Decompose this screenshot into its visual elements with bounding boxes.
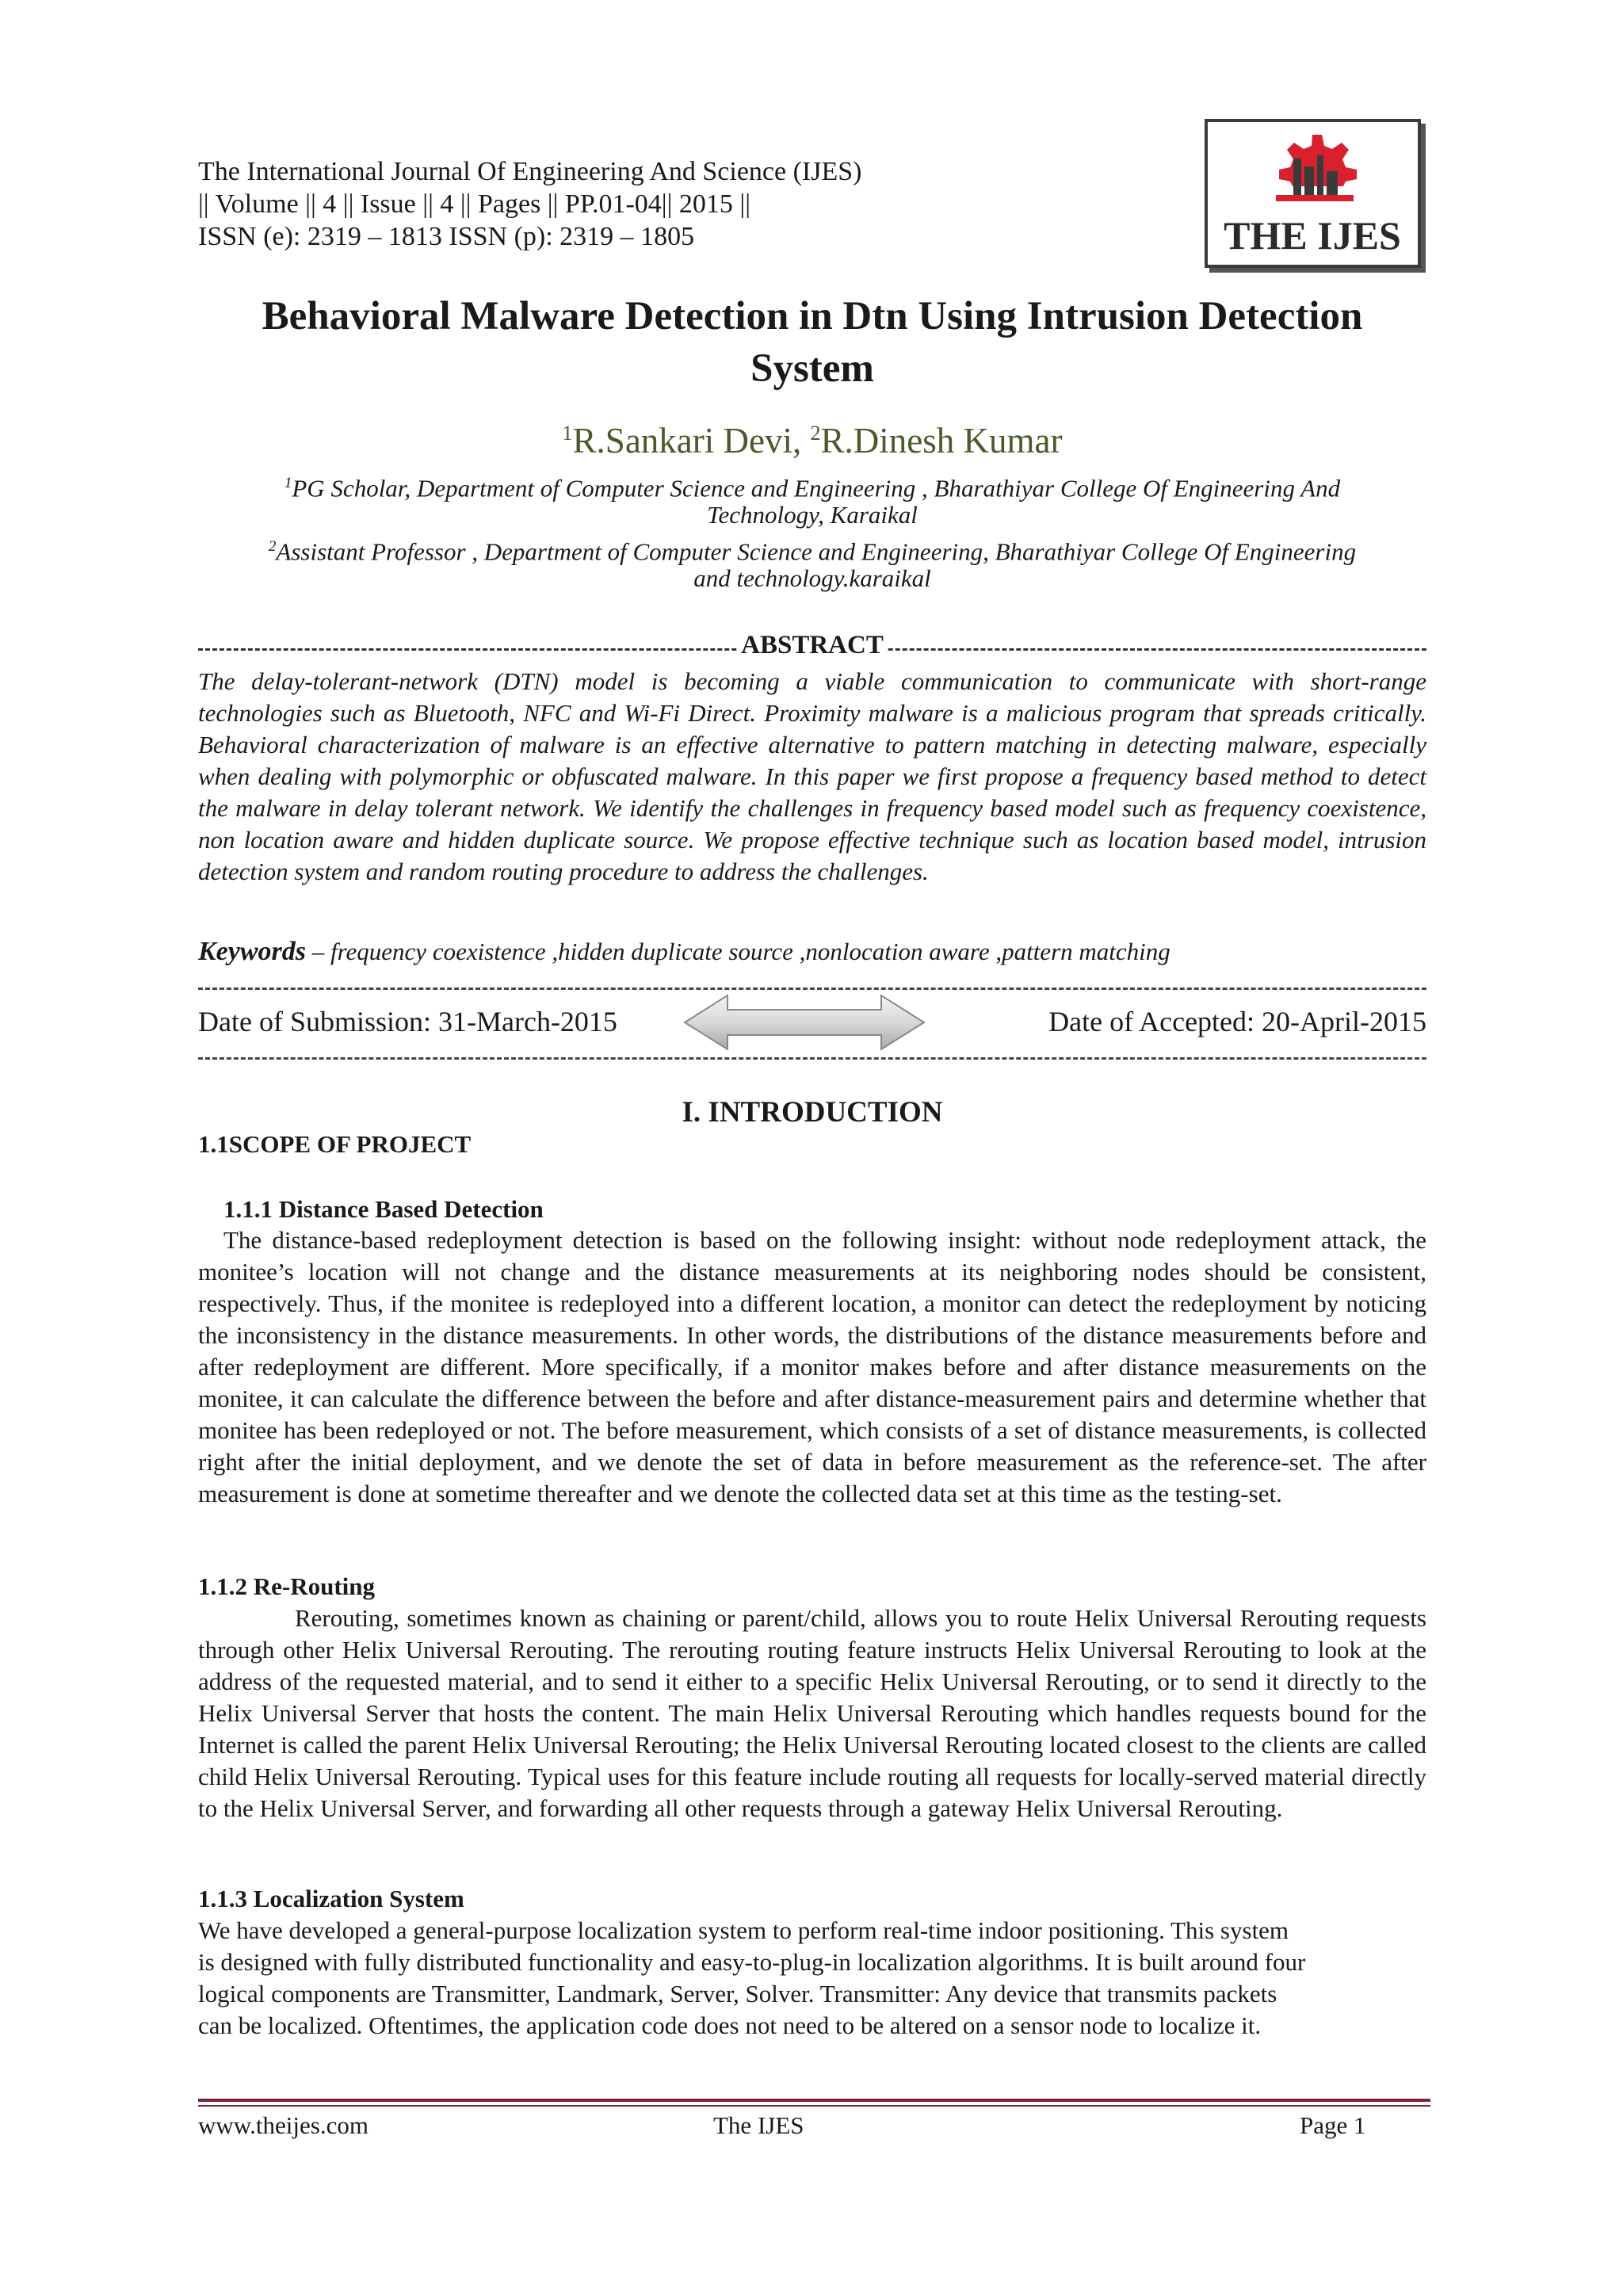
abstract-heading (198, 631, 1426, 660)
footer-rule-thin (198, 2105, 1430, 2107)
paper-title: Behavioral Malware Detection in Dtn Using Intrusion Detection System (262, 294, 1363, 391)
section-1-1-3-line3: logical components are Transmitter, Landmark, Server, Solver. Transmitter: Any device that transmits packets (198, 1980, 1277, 2008)
section-1-1-2-text: Rerouting, sometimes known as chaining or parent/child, allows you to route Helix Universal Rerouting requests through other Helix Universal Rerouting. The rerouting routing feature instructs Helix Universal Rerouting to look at the address of the requested material, and to send it either to a specific Helix Universal Rerouting, or to send it directly to the Helix Universal Server that hosts the content. The main Helix Universal Rerouting which handles requests bound for the Internet is called the parent Helix Universal Rerouting; the Helix Universal Rerouting located closest to the clients are called child Helix Universal Rerouting. Typical uses for this feature include routing all requests for locally-served material directly to the Helix Universal Server, and forwarding all other requests through a gateway Helix Universal Rerouting. (198, 1604, 1426, 1822)
section-1-1-2-heading: 1.1.2 Re-Routing (198, 1572, 376, 1600)
scope-heading: 1.1SCOPE OF PROJECT (198, 1130, 472, 1158)
journal-name: The International Journal Of Engineering And Science (IJES) (198, 157, 862, 186)
author1-name: R.Sankari Devi, (572, 421, 811, 460)
abstract-label: ABSTRACT (738, 631, 887, 659)
affiliation-2-line2: and technology.karaikal (693, 564, 931, 592)
section-1-1-3-line2: is designed with fully distributed functionality and easy-to-plug-in localization algorithms. It is built around four (198, 1948, 1306, 1976)
keywords-label: Keywords (198, 937, 306, 966)
footer-rule (198, 2099, 1430, 2102)
aff2-sup: 2 (268, 538, 277, 555)
footer-website: www.theijes.com (198, 2111, 369, 2139)
journal-volume: || Volume || 4 || Issue || 4 || Pages || PP.01-04|| 2015 || (198, 189, 751, 219)
author2-name: R.Dinesh Kumar (820, 421, 1063, 460)
footer-page-number: Page 1 (1300, 2111, 1366, 2139)
footer-journal: The IJES (713, 2111, 804, 2139)
double-arrow-icon (682, 991, 927, 1054)
affiliation-1-line2: Technology, Karaikal (707, 501, 918, 529)
keywords (198, 937, 1426, 967)
section-1-1-3-line1: We have developed a general-purpose localization system to perform real-time indoor positioning. This system (198, 1916, 1289, 1944)
author2-sup: 2 (810, 422, 821, 445)
dates-rule-bottom (198, 1057, 1426, 1060)
abstract-text: The delay-tolerant-network (DTN) model is becoming a viable communication to communicate with short-range technologies such as Bluetooth, NFC and Wi-Fi Direct. Proximity malware is a malicious program that spreads critically. Behavioral characterization of malware is an effective alternative to pattern matching in detecting malware, especially when dealing with polymorphic or obfuscated malware. In this paper we first propose a frequency based method to detect the malware in delay tolerant network. We identify the challenges in frequency based model such as frequency coexistence, non location aware and hidden duplicate source. We propose effective technique such as location based model, intrusion detection system and random routing procedure to address the challenges. (198, 667, 1426, 885)
section-1-1-3-heading: 1.1.3 Localization System (198, 1885, 464, 1912)
aff1-text: PG Scholar, Department of Computer Science and Engineering , Bharathiyar College Of Engineering And (292, 474, 1341, 502)
journal-issn: ISSN (e): 2319 – 1813 ISSN (p): 2319 – 1805 (198, 222, 695, 251)
introduction-heading: I. INTRODUCTION (682, 1096, 943, 1129)
dates-rule-top (198, 988, 1426, 990)
submission-date: Date of Submission: 31-March-2015 (198, 1006, 617, 1037)
author1-sup: 1 (562, 422, 573, 445)
ijes-logo (1205, 119, 1421, 268)
section-1-1-1-heading: 1.1.1 Distance Based Detection (223, 1195, 544, 1223)
keywords-text: – frequency coexistence ,hidden duplicate source ,nonlocation aware ,pattern matching (306, 938, 1170, 965)
section-1-1-3-line4: can be localized. Oftentimes, the application code does not need to be altered on a sensor node to localize it. (198, 2011, 1262, 2039)
aff2-text: Assistant Professor , Department of Computer Science and Engineering, Bharathiyar College Of Engineering (276, 537, 1357, 566)
section-1-1-1-text: The distance-based redeployment detection is based on the following insight: without node redeployment attack, the monitee’s location will not change and the distance measurements at its neighboring nodes should be consistent, respectively. Thus, if the monitee is redeployed into a different location, a monitor can detect the redeployment by noticing the inconsistency in the distance measurements. In other words, the distributions of the distance measurements before and after redeployment are different. More specifically, if a monitor makes before and after distance measurements on the monitee, it can calculate the difference between the before and after distance-measurement pairs and determine whether that monitee has been redeployed or not. The before measurement, which consists of a set of distance measurements, is collected right after the initial deployment, and we denote the set of data in before measurement as the reference-set. The after measurement is done at sometime thereafter and we denote the collected data set at this time as the testing-set. (198, 1226, 1426, 1507)
accepted-date: Date of Accepted: 20-April-2015 (1048, 1006, 1426, 1037)
logo-text: THE IJES (1224, 213, 1401, 258)
authors (198, 420, 1426, 461)
aff1-sup: 1 (284, 475, 292, 491)
